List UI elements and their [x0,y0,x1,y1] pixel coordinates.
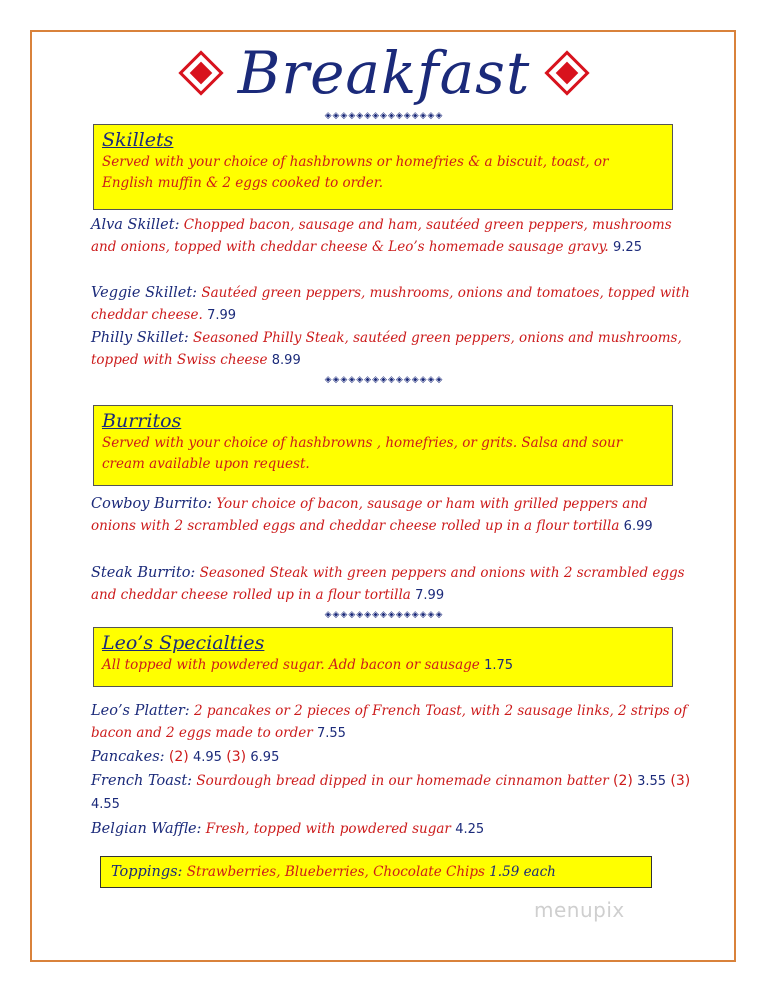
menu-item-alva-skillet [91,214,691,259]
menu-item-belgian-waffle [91,818,691,841]
item-description: Seasoned Philly Steak, sautéed green peppers, onions and mushrooms, topped with Swiss cheese [91,330,682,368]
item-name: Belgian Waffle: [91,821,202,837]
watermark-logo: menupix [534,898,625,922]
item-price: 7.99 [415,588,445,603]
specialties-description [102,655,664,676]
divider-skillets: ◈◈◈◈◈◈◈◈◈◈◈◈◈◈◈ [324,375,444,385]
toppings-items: Strawberries, Blueberries, Chocolate Chips [186,864,485,880]
toppings-box [100,856,652,888]
item-price: 3.55 [637,774,667,789]
item-name: Philly Skillet: [91,330,189,346]
diamond-right-icon [545,50,590,95]
item-name: Leo’s Platter: [91,703,190,719]
menu-item-french-toast [91,770,691,816]
menu-item-veggie-skillet [91,282,691,327]
toppings-label: Toppings: [111,864,183,880]
skillets-heading: Skillets [102,129,174,151]
item-name: Veggie Skillet: [91,285,198,301]
menu-item-philly-skillet [91,327,691,372]
item-price: 6.99 [623,519,653,534]
diamond-left-icon [178,50,223,95]
item-qty-option: (3) [670,773,691,789]
menu-item-steak-burrito [91,562,691,607]
skillets-header-box [93,124,673,210]
item-price: 8.99 [271,353,301,368]
item-name: Alva Skillet: [91,217,180,233]
item-description: Your choice of bacon, sausage or ham with grilled peppers and onions with 2 scrambled eggs and cheddar cheese rolled up in a flour tortilla [91,496,648,534]
item-description: Sourdough bread dipped in our homemade cinnamon batter [196,773,609,789]
item-price: 6.95 [250,750,280,765]
item-price: 7.99 [207,308,237,323]
item-price: 4.95 [193,750,222,765]
item-name: Pancakes: [91,749,165,765]
item-qty-option: (2) [612,773,633,789]
item-qty-option: (2) [168,749,189,765]
item-description: Seasoned Steak with green peppers and onions with 2 scrambled eggs and cheddar cheese rolled up in a flour tortilla [91,565,685,603]
item-price: 4.25 [455,822,485,837]
menu-item-leos-platter [91,700,691,745]
specialties-description-text: All topped with powdered sugar. Add bacon or sausage [102,657,480,673]
menu-item-cowboy-burrito [91,493,691,538]
toppings-price: 1.59 each [489,864,556,880]
item-qty-option: (3) [226,749,247,765]
specialties-addon-price: 1.75 [484,658,514,673]
item-price: 9.25 [613,240,642,255]
item-name: Cowboy Burrito: [91,496,212,512]
burritos-description: Served with your choice of hashbrowns , homefries, or grits. Salsa and sour cream available upon request. [102,435,623,472]
burritos-heading: Burritos [102,410,182,432]
item-description: Fresh, topped with powdered sugar [205,821,451,837]
skillets-description: Served with your choice of hashbrowns or homefries & a biscuit, toast, or English muffin & 2 eggs cooked to order. [102,154,609,191]
item-name: French Toast: [91,773,193,789]
burritos-header-box [93,405,673,486]
item-price: 7.55 [317,726,346,741]
item-description: Chopped bacon, sausage and ham, sautéed green peppers, mushrooms and onions, topped with cheddar cheese & Leo’s homemade sausage gravy. [91,217,672,255]
item-price: 4.55 [91,797,120,812]
title-row [0,38,768,108]
item-description: 2 pancakes or 2 pieces of French Toast, with 2 sausage links, 2 strips of bacon and 2 eggs made to order [91,703,688,741]
item-description: Sautéed green peppers, mushrooms, onions and tomatoes, topped with cheddar cheese. [91,285,690,323]
page-title: Breakfast [237,39,531,107]
specialties-heading: Leo’s Specialties [102,632,265,654]
specialties-header-box [93,627,673,687]
item-name: Steak Burrito: [91,565,196,581]
menu-item-pancakes [91,746,691,769]
divider-burritos: ◈◈◈◈◈◈◈◈◈◈◈◈◈◈◈ [324,610,444,620]
divider-top: ◈◈◈◈◈◈◈◈◈◈◈◈◈◈◈ [324,111,444,121]
